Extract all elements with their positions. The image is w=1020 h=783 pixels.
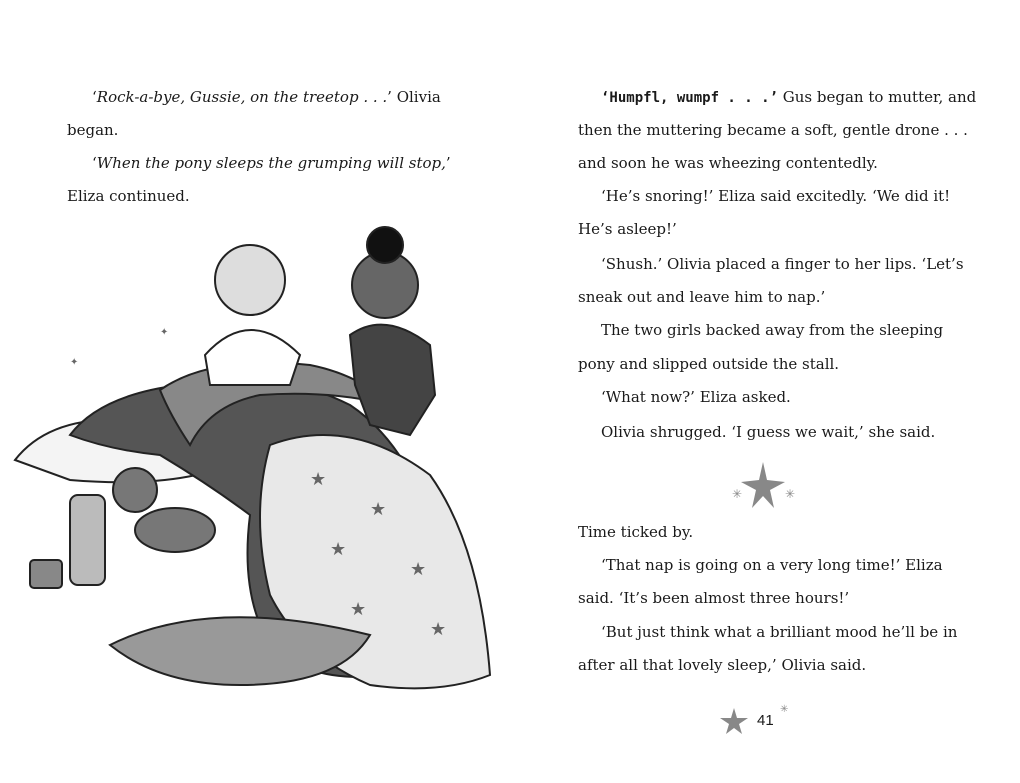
svg-text:✳: ✳ xyxy=(732,487,743,501)
illustration-sleeping-pony xyxy=(10,215,510,705)
text-line: ‘What now?’ Eliza asked. xyxy=(601,388,791,406)
text-line: ‘Humpfl, wumpf . . .’ Gus began to mutter, and xyxy=(601,88,977,106)
text-line: said. ‘It’s been almost three hours!’ xyxy=(578,589,850,607)
svg-text:★: ★ xyxy=(430,619,447,640)
text-line: sneak out and leave him to nap.’ xyxy=(578,288,826,306)
text-line: after all that lovely sleep,’ Olivia said. xyxy=(578,656,867,674)
text-line: and soon he was wheezing contentedly. xyxy=(578,154,878,172)
svg-text:✳: ✳ xyxy=(785,487,796,501)
text-line: ‘He’s snoring!’ Eliza said excitedly. ‘We did it! xyxy=(601,187,951,205)
svg-text:★: ★ xyxy=(410,559,427,580)
svg-text:★: ★ xyxy=(330,539,347,560)
text-line: pony and slipped outside the stall. xyxy=(578,355,840,373)
text-line: ‘Shush.’ Olivia placed a finger to her lips. ‘Let’s xyxy=(601,255,964,273)
text-line: then the muttering became a soft, gentle drone . . . xyxy=(578,121,968,139)
text-line: He’s asleep!’ xyxy=(578,220,677,238)
text-line: Time ticked by. xyxy=(578,523,694,541)
text-line: ‘When the pony sleeps the grumping will stop,’ xyxy=(92,154,451,172)
text-line: ‘But just think what a brilliant mood he’ll be in xyxy=(601,623,958,641)
text-line: began. xyxy=(67,121,119,139)
text-line: Olivia shrugged. ‘I guess we wait,’ she said. xyxy=(601,423,936,441)
svg-text:✦: ✦ xyxy=(160,327,169,338)
svg-text:★: ★ xyxy=(350,599,367,620)
svg-text:✳: ✳ xyxy=(780,704,789,715)
text-line: ‘Rock-a-bye, Gussie, on the treetop . . .’ Olivia xyxy=(92,88,441,106)
page-number: 41 xyxy=(757,712,774,729)
svg-text:✦: ✦ xyxy=(70,357,79,368)
svg-text:★: ★ xyxy=(370,499,387,520)
text-line: Eliza continued. xyxy=(67,187,190,205)
text-line: ‘That nap is going on a very long time!’ Eliza xyxy=(601,556,943,574)
svg-text:★: ★ xyxy=(310,469,327,490)
text-line: The two girls backed away from the sleeping xyxy=(601,321,944,339)
section-break-star-icon xyxy=(730,460,800,510)
